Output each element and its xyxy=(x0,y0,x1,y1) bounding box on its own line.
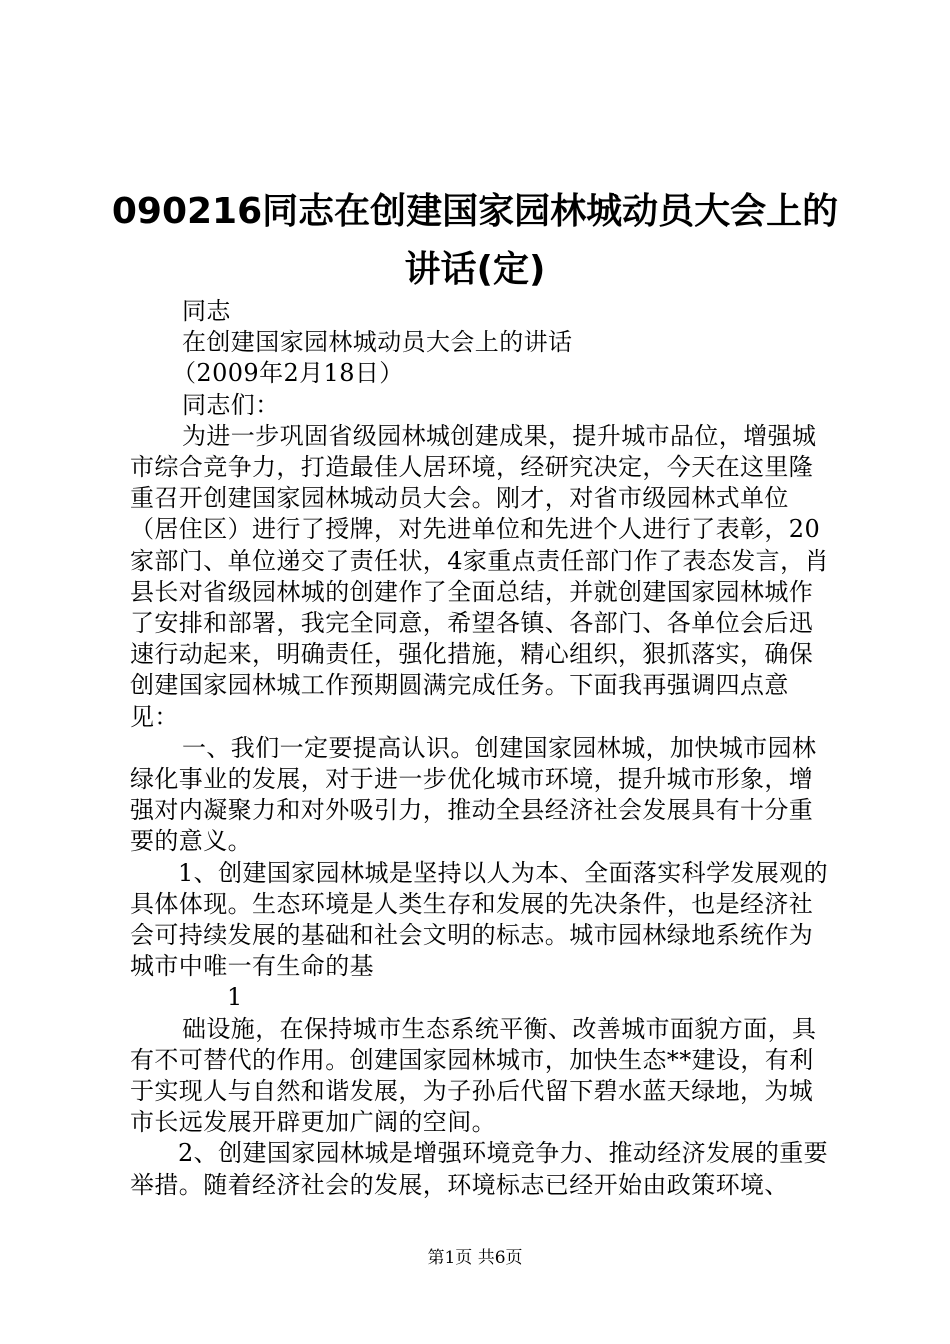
header-line-addressee: 同志 xyxy=(182,297,231,325)
page-footer: 第1页 共6页 xyxy=(427,1248,523,1268)
document-title-line-1: 090216同志在创建国家园林城动员大会上的 xyxy=(111,191,839,232)
header-line-subtitle: 在创建国家园林城动员大会上的讲话 xyxy=(182,328,573,357)
body-paragraph: 础设施，在保持城市生态系统平衡、改善城市面貌方面，具有不可替代的作用。创建国家园林城市，加快生态**建设，有利于实现人与自然和谐发展，为子孙后代留下碧水蓝天绿地，为城市长远发展开辟更加广阔的空间。 xyxy=(130,1014,817,1137)
inline-page-marker: 1 xyxy=(227,983,243,1012)
body-paragraph: 为进一步巩固省级园林城创建成果，提升城市品位，增强城市综合竞争力，打造最佳人居环境，经研究决定，今天在这里隆重召开创建国家园林城动员大会。刚才，对省市级园林式单位（居住区）进行了授牌，对先进单位和先进个人进行了表彰，20家部门、单位递交了责任状，4家重点责任部门作了表态发言，肖县长对省级园林城的创建作了全面总结，并就创建国家园林城作了安排和部署，我完全同意，希望各镇、各部门、各单位会后迅速行动起来，明确责任，强化措施，精心组织，狠抓落实，确保创建国家园林城工作预期圆满完成任务。下面我再强调四点意见： xyxy=(130,421,829,731)
document-title-line-2: 讲话(定) xyxy=(404,249,546,290)
body-paragraph: 2、创建国家园林城是增强环境竞争力、推动经济发展的重要举措。随着经济社会的发展，环境标志已经开始由政策环境、 xyxy=(130,1139,829,1199)
document-body xyxy=(130,296,830,1201)
header-line-date: （2009年2月18日） xyxy=(172,359,404,388)
body-paragraph: 一、我们一定要提高认识。创建国家园林城，加快城市园林绿化事业的发展，对于进一步优化城市环境，提升城市形象，增强对内凝聚力和对外吸引力，推动全县经济社会发展具有十分重要的意义。 xyxy=(130,733,817,856)
header-line-salutation: 同志们： xyxy=(182,390,280,419)
body-paragraph: 1、创建国家园林城是坚持以人为本、全面落实科学发展观的具体体现。生态环境是人类生存和发展的先决条件，也是经济社会可持续发展的基础和社会文明的标志。城市园林绿地系统作为城市中唯一有生命的基 xyxy=(130,858,829,981)
